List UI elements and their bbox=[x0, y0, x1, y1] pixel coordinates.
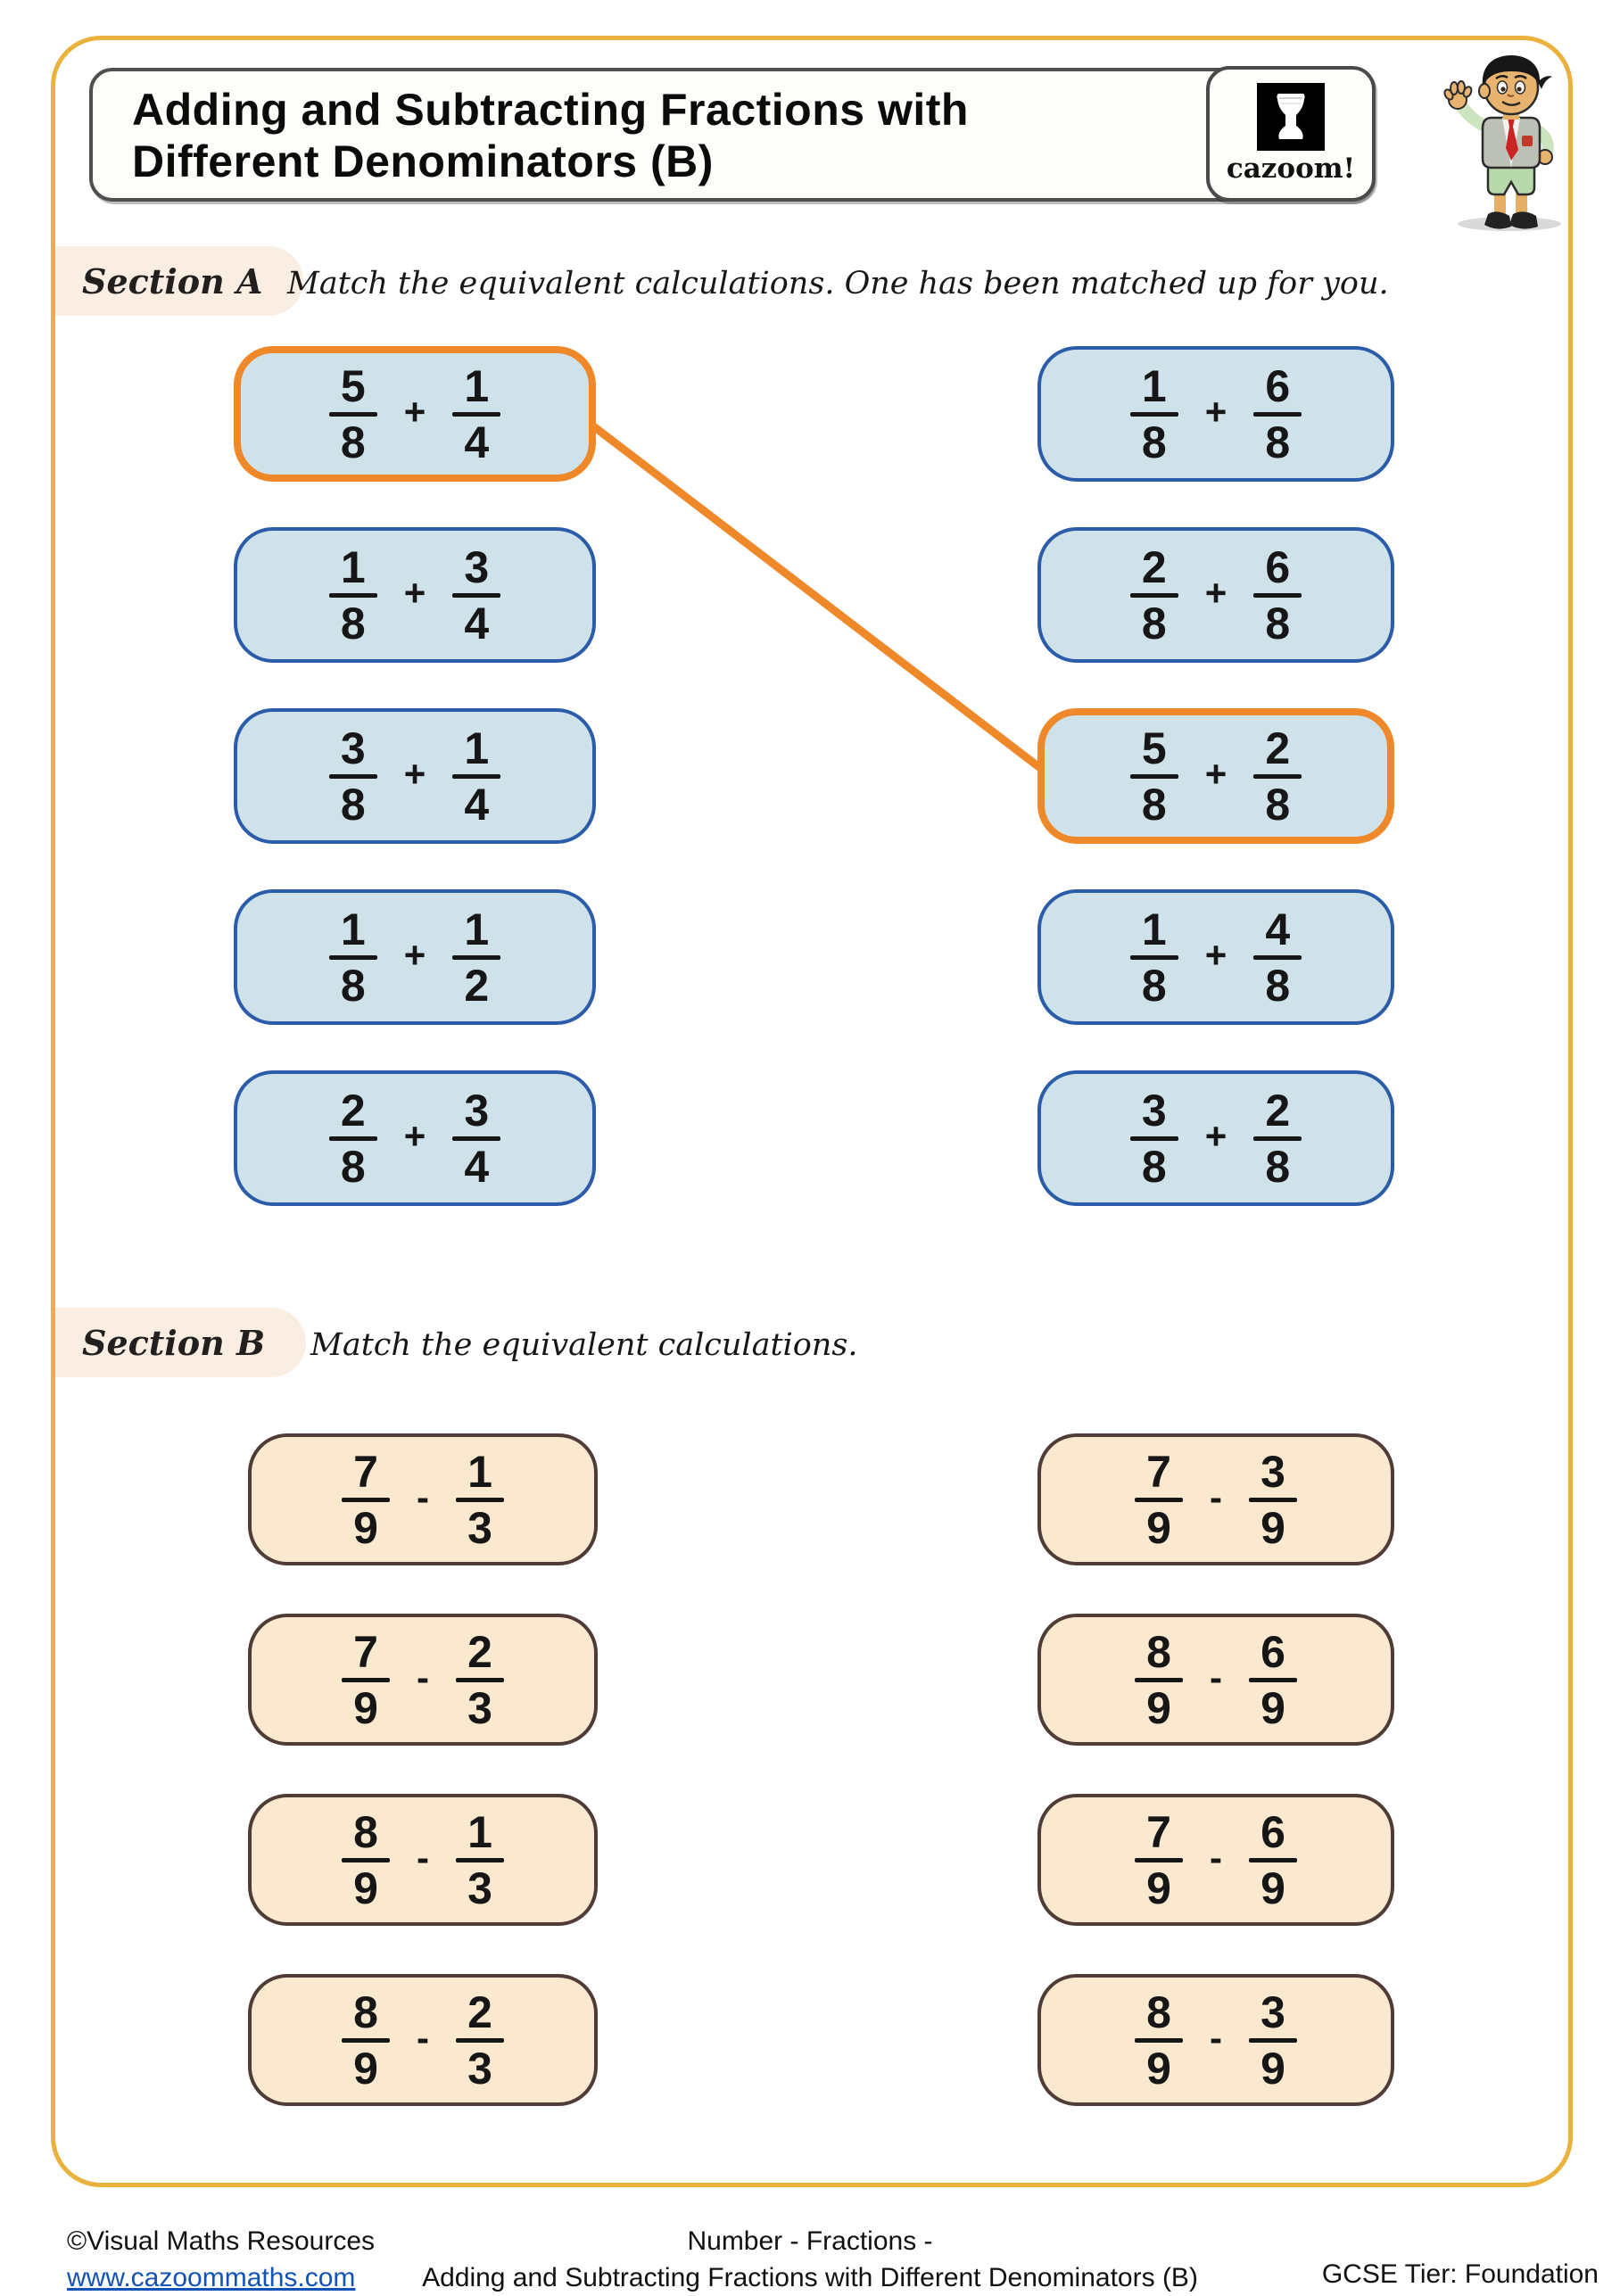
fraction-bar bbox=[452, 955, 500, 960]
footer-tier: GCSE Tier: Foundation bbox=[1321, 2259, 1599, 2289]
fraction-numerator: 2 bbox=[1141, 541, 1167, 592]
fraction bbox=[329, 1087, 377, 1190]
operator: - bbox=[1210, 1476, 1222, 1518]
fraction-denominator: 9 bbox=[353, 1682, 378, 1733]
fraction-bar bbox=[1135, 1498, 1183, 1502]
mascot-boy-illustration bbox=[1402, 43, 1608, 235]
fraction-denominator: 9 bbox=[1260, 2043, 1285, 2094]
operator: + bbox=[403, 934, 426, 976]
fraction-bar bbox=[1253, 955, 1302, 960]
fraction-denominator: 3 bbox=[467, 1862, 492, 1913]
fraction bbox=[1249, 1446, 1297, 1553]
fraction-numerator: 8 bbox=[1146, 1626, 1171, 1677]
fraction-bar bbox=[1130, 1136, 1178, 1141]
fraction-bar bbox=[452, 774, 500, 779]
fraction-numerator: 1 bbox=[464, 723, 490, 773]
fraction-denominator: 8 bbox=[1265, 960, 1291, 1011]
fraction-denominator: 8 bbox=[340, 417, 366, 467]
fraction-bar bbox=[1253, 1136, 1302, 1141]
section-b-right-column bbox=[1037, 1433, 1394, 2106]
fraction bbox=[1135, 1986, 1183, 2094]
operator: + bbox=[403, 753, 426, 795]
fraction-numerator: 3 bbox=[340, 723, 366, 773]
fraction-numerator: 7 bbox=[353, 1446, 378, 1497]
worksheet-title-box bbox=[89, 68, 1374, 202]
fraction-denominator: 9 bbox=[1146, 1682, 1171, 1733]
fraction-bar bbox=[1135, 2038, 1183, 2043]
fraction bbox=[1130, 906, 1178, 1009]
fraction-card[interactable] bbox=[1037, 1070, 1394, 1206]
fraction-bar bbox=[1130, 593, 1178, 598]
operator: - bbox=[1210, 2017, 1222, 2059]
fraction bbox=[452, 360, 500, 467]
fraction-denominator: 9 bbox=[1260, 1682, 1285, 1733]
fraction-denominator: 9 bbox=[353, 1862, 378, 1913]
fraction-bar bbox=[456, 1678, 504, 1682]
fraction-numerator: 6 bbox=[1260, 1626, 1285, 1677]
footer-copyright: ©Visual Maths Resources bbox=[67, 2226, 376, 2256]
worksheet-title-line2: Different Denominators (B) bbox=[132, 136, 714, 186]
fraction-bar bbox=[1135, 1858, 1183, 1862]
section-a-label: Section A bbox=[55, 246, 303, 316]
operator: - bbox=[417, 1837, 429, 1879]
fraction-bar bbox=[452, 412, 500, 417]
drum-icon bbox=[1257, 83, 1325, 151]
fraction-numerator: 8 bbox=[353, 1806, 378, 1857]
fraction-numerator: 8 bbox=[1146, 1986, 1171, 2037]
fraction-denominator: 8 bbox=[1265, 417, 1291, 467]
fraction-numerator: 1 bbox=[1141, 360, 1167, 411]
fraction bbox=[1253, 541, 1302, 648]
fraction-denominator: 4 bbox=[464, 1141, 490, 1192]
fraction bbox=[1249, 1626, 1297, 1733]
fraction-numerator: 3 bbox=[1260, 1446, 1285, 1497]
logo-text: cazoom! bbox=[1226, 153, 1356, 185]
worksheet-title-line1: Adding and Subtracting Fractions with bbox=[132, 85, 969, 135]
fraction-card-matched[interactable] bbox=[1037, 708, 1394, 844]
fraction-bar bbox=[456, 1498, 504, 1502]
fraction-numerator: 1 bbox=[340, 904, 366, 954]
fraction bbox=[1249, 1806, 1297, 1913]
fraction-numerator: 1 bbox=[340, 541, 366, 592]
fraction bbox=[452, 1087, 500, 1190]
operator: + bbox=[403, 572, 426, 614]
fraction-card[interactable] bbox=[1037, 889, 1394, 1025]
fraction bbox=[1130, 541, 1178, 648]
fraction-card[interactable] bbox=[1037, 1433, 1394, 1565]
fraction-numerator: 6 bbox=[1265, 541, 1291, 592]
fraction bbox=[1130, 360, 1178, 467]
fraction-card[interactable] bbox=[248, 1794, 598, 1926]
fraction-numerator: 4 bbox=[1265, 904, 1291, 954]
fraction bbox=[1253, 1087, 1302, 1190]
fraction-card[interactable] bbox=[234, 1070, 596, 1206]
fraction-bar bbox=[1253, 412, 1302, 417]
fraction-bar bbox=[342, 1678, 390, 1682]
section-a-instruction: Match the equivalent calculations. One has been matched up for you. bbox=[287, 266, 1389, 301]
fraction-numerator: 7 bbox=[353, 1626, 378, 1677]
fraction-numerator: 2 bbox=[467, 1626, 492, 1677]
fraction-bar bbox=[1253, 593, 1302, 598]
fraction-card[interactable] bbox=[248, 1433, 598, 1565]
fraction-numerator: 1 bbox=[1141, 904, 1167, 954]
fraction bbox=[1135, 1626, 1183, 1733]
section-b-left-column bbox=[248, 1433, 598, 2106]
fraction-numerator: 6 bbox=[1265, 360, 1291, 411]
fraction bbox=[456, 1446, 504, 1553]
operator: - bbox=[417, 1476, 429, 1518]
fraction bbox=[456, 1806, 504, 1913]
fraction-numerator: 2 bbox=[1265, 723, 1291, 773]
fraction-denominator: 3 bbox=[467, 1682, 492, 1733]
operator: + bbox=[1204, 391, 1227, 433]
section-a-left-column bbox=[234, 346, 596, 1206]
fraction-bar bbox=[456, 2038, 504, 2043]
operator: + bbox=[403, 391, 426, 433]
fraction-numerator: 3 bbox=[1141, 1085, 1167, 1136]
fraction-bar bbox=[1249, 1678, 1297, 1682]
operator: - bbox=[417, 1656, 429, 1698]
fraction-bar bbox=[1130, 412, 1178, 417]
fraction bbox=[1135, 1806, 1183, 1913]
fraction bbox=[452, 541, 500, 648]
fraction-card[interactable] bbox=[1037, 1614, 1394, 1746]
fraction bbox=[1249, 1986, 1297, 2094]
fraction-numerator: 2 bbox=[1265, 1085, 1291, 1136]
section-b-label: Section B bbox=[55, 1308, 306, 1377]
fraction-denominator: 8 bbox=[340, 960, 366, 1011]
fraction-numerator: 1 bbox=[464, 904, 490, 954]
fraction-numerator: 1 bbox=[467, 1806, 492, 1857]
fraction bbox=[1130, 1087, 1178, 1190]
fraction-denominator: 3 bbox=[467, 2043, 492, 2094]
fraction-numerator: 6 bbox=[1260, 1806, 1285, 1857]
fraction-denominator: 8 bbox=[1141, 960, 1167, 1011]
fraction-numerator: 1 bbox=[467, 1446, 492, 1497]
fraction-denominator: 9 bbox=[353, 1502, 378, 1553]
fraction-card[interactable] bbox=[1037, 346, 1394, 482]
fraction bbox=[342, 1626, 390, 1733]
cazoom-logo bbox=[1206, 66, 1376, 202]
fraction bbox=[1253, 360, 1302, 467]
fraction-denominator: 8 bbox=[1141, 598, 1167, 648]
fraction-denominator: 9 bbox=[353, 2043, 378, 2094]
fraction bbox=[1253, 725, 1302, 828]
fraction bbox=[329, 541, 377, 648]
fraction-bar bbox=[329, 593, 377, 598]
fraction-card[interactable] bbox=[248, 1974, 598, 2106]
fraction-denominator: 9 bbox=[1260, 1502, 1285, 1553]
fraction-numerator: 2 bbox=[340, 1085, 366, 1136]
fraction bbox=[329, 360, 377, 467]
fraction-numerator: 3 bbox=[1260, 1986, 1285, 2037]
fraction-card[interactable] bbox=[248, 1614, 598, 1746]
operator: + bbox=[403, 1115, 426, 1157]
fraction-bar bbox=[342, 1498, 390, 1502]
fraction-bar bbox=[452, 1136, 500, 1141]
fraction bbox=[1253, 906, 1302, 1009]
operator: - bbox=[417, 2017, 429, 2059]
footer-topic-line1: Number - Fractions - bbox=[687, 2226, 933, 2256]
fraction-denominator: 4 bbox=[464, 417, 490, 467]
fraction-denominator: 8 bbox=[340, 598, 366, 648]
fraction-denominator: 8 bbox=[1265, 1141, 1291, 1192]
fraction bbox=[1130, 725, 1178, 828]
fraction bbox=[1135, 1446, 1183, 1553]
footer-topic-line2: Adding and Subtracting Fractions with Different Denominators (B) bbox=[422, 2263, 1198, 2292]
fraction bbox=[329, 906, 377, 1009]
fraction-card[interactable] bbox=[234, 889, 596, 1025]
fraction bbox=[342, 1986, 390, 2094]
operator: + bbox=[1204, 753, 1227, 795]
fraction-numerator: 5 bbox=[1141, 723, 1167, 773]
fraction-numerator: 1 bbox=[464, 360, 490, 411]
fraction-bar bbox=[342, 1858, 390, 1862]
fraction-bar bbox=[1135, 1678, 1183, 1682]
fraction-bar bbox=[329, 412, 377, 417]
fraction-card[interactable] bbox=[234, 527, 596, 663]
fraction-numerator: 8 bbox=[353, 1986, 378, 2037]
fraction-denominator: 9 bbox=[1146, 1862, 1171, 1913]
fraction-bar bbox=[1249, 2038, 1297, 2043]
operator: + bbox=[1204, 572, 1227, 614]
fraction-bar bbox=[456, 1858, 504, 1862]
fraction-card[interactable] bbox=[1037, 1794, 1394, 1926]
fraction-card[interactable] bbox=[234, 708, 596, 844]
fraction-bar bbox=[1249, 1498, 1297, 1502]
fraction-denominator: 3 bbox=[467, 1502, 492, 1553]
fraction-denominator: 8 bbox=[1141, 1141, 1167, 1192]
fraction-bar bbox=[329, 955, 377, 960]
fraction-bar bbox=[329, 774, 377, 779]
fraction-bar bbox=[1130, 955, 1178, 960]
footer-website-link[interactable]: www.cazoommaths.com bbox=[67, 2263, 356, 2292]
fraction-card[interactable] bbox=[1037, 527, 1394, 663]
fraction-bar bbox=[1249, 1858, 1297, 1862]
fraction bbox=[342, 1806, 390, 1913]
fraction bbox=[452, 906, 500, 1009]
operator: + bbox=[1204, 1115, 1227, 1157]
section-b-instruction: Match the equivalent calculations. bbox=[310, 1327, 858, 1363]
fraction-denominator: 8 bbox=[1141, 779, 1167, 830]
operator: + bbox=[1204, 934, 1227, 976]
fraction-denominator: 8 bbox=[1265, 598, 1291, 648]
fraction-numerator: 5 bbox=[340, 360, 366, 411]
fraction-bar bbox=[1253, 774, 1302, 779]
fraction bbox=[452, 725, 500, 828]
fraction-numerator: 7 bbox=[1146, 1806, 1171, 1857]
fraction-denominator: 9 bbox=[1260, 1862, 1285, 1913]
fraction-bar bbox=[329, 1136, 377, 1141]
fraction-bar bbox=[342, 2038, 390, 2043]
fraction-denominator: 4 bbox=[464, 598, 490, 648]
fraction-bar bbox=[1130, 774, 1178, 779]
fraction bbox=[456, 1986, 504, 2094]
fraction-bar bbox=[452, 593, 500, 598]
fraction-denominator: 8 bbox=[1265, 779, 1291, 830]
fraction-denominator: 4 bbox=[464, 779, 490, 830]
fraction-numerator: 2 bbox=[467, 1986, 492, 2037]
operator: - bbox=[1210, 1656, 1222, 1698]
operator: - bbox=[1210, 1837, 1222, 1879]
fraction bbox=[342, 1446, 390, 1553]
fraction-denominator: 8 bbox=[340, 1141, 366, 1192]
fraction-card-matched[interactable] bbox=[234, 346, 596, 482]
fraction-denominator: 8 bbox=[340, 779, 366, 830]
section-a-right-column bbox=[1037, 346, 1394, 1206]
fraction-numerator: 7 bbox=[1146, 1446, 1171, 1497]
fraction bbox=[456, 1626, 504, 1733]
fraction bbox=[329, 725, 377, 828]
fraction-denominator: 2 bbox=[464, 960, 490, 1011]
fraction-numerator: 3 bbox=[464, 541, 490, 592]
fraction-denominator: 9 bbox=[1146, 2043, 1171, 2094]
fraction-numerator: 3 bbox=[464, 1085, 490, 1136]
fraction-card[interactable] bbox=[1037, 1974, 1394, 2106]
fraction-denominator: 9 bbox=[1146, 1502, 1171, 1553]
fraction-denominator: 8 bbox=[1141, 417, 1167, 467]
